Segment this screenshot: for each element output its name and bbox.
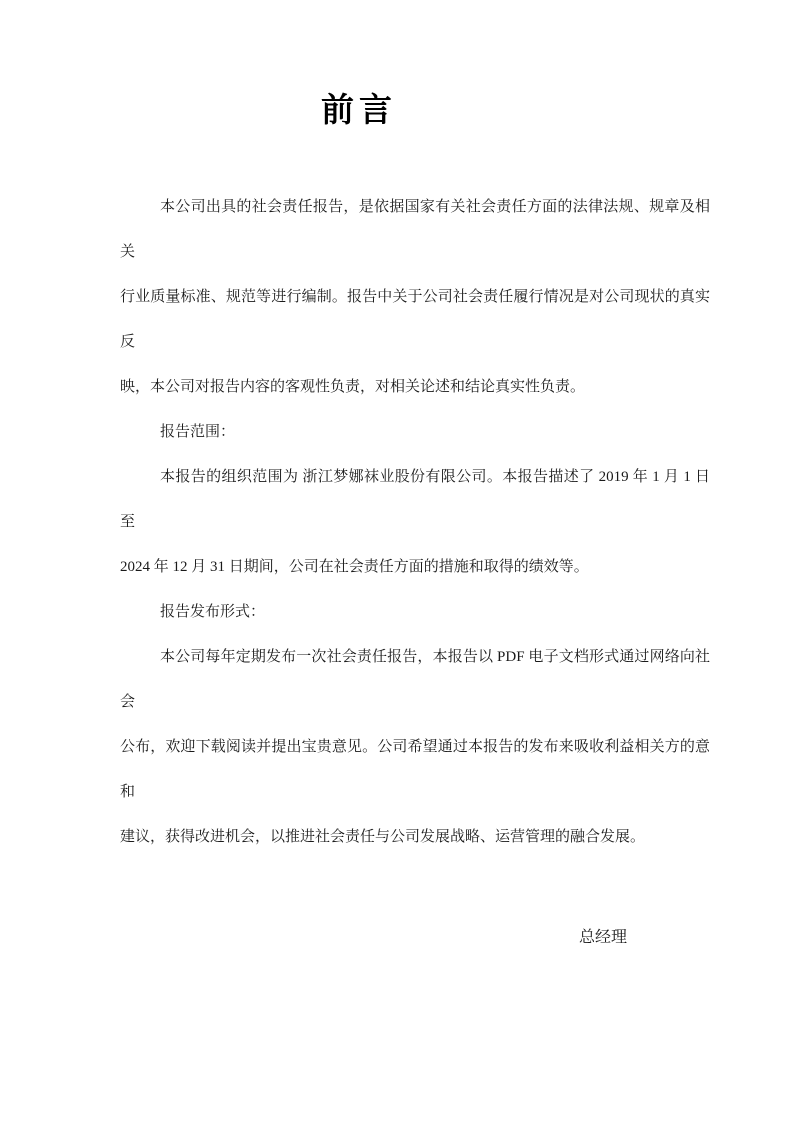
text-line-5: 本报告的组织范围为 浙江梦娜袜业股份有限公司。本报告描述了 2019 年 1 月 1 日至 (120, 469, 710, 530)
page-title: 前言 (321, 93, 397, 129)
text-line-6: 2024 年 12 月 31 日期间，公司在社会责任方面的措施和取得的绩效等。 (120, 559, 589, 575)
body-text (120, 185, 710, 960)
text-line-9: 公布，欢迎下载阅读并提出宝贵意见。公司希望通过本报告的发布来吸收利益相关方的意和 (120, 739, 710, 800)
text-line-3: 映，本公司对报告内容的客观性负责，对相关论述和结论真实性负责。 (120, 379, 586, 395)
signature: 总经理 (578, 929, 627, 946)
section-heading-release-form: 报告发布形式： (160, 604, 266, 620)
text-line-8: 本公司每年定期发布一次社会责任报告，本报告以 PDF 电子文档形式通过网络向社会 (120, 649, 710, 710)
text-line-1: 本公司出具的社会责任报告，是依据国家有关社会责任方面的法律法规、规章及相关 (120, 199, 710, 260)
section-heading-report-scope: 报告范围： (160, 424, 236, 440)
text-line-10: 建议，获得改进机会，以推进社会责任与公司发展战略、运营管理的融合发展。 (120, 829, 646, 845)
text-line-2: 行业质量标准、规范等进行编制。报告中关于公司社会责任履行情况是对公司现状的真实反 (120, 289, 710, 350)
